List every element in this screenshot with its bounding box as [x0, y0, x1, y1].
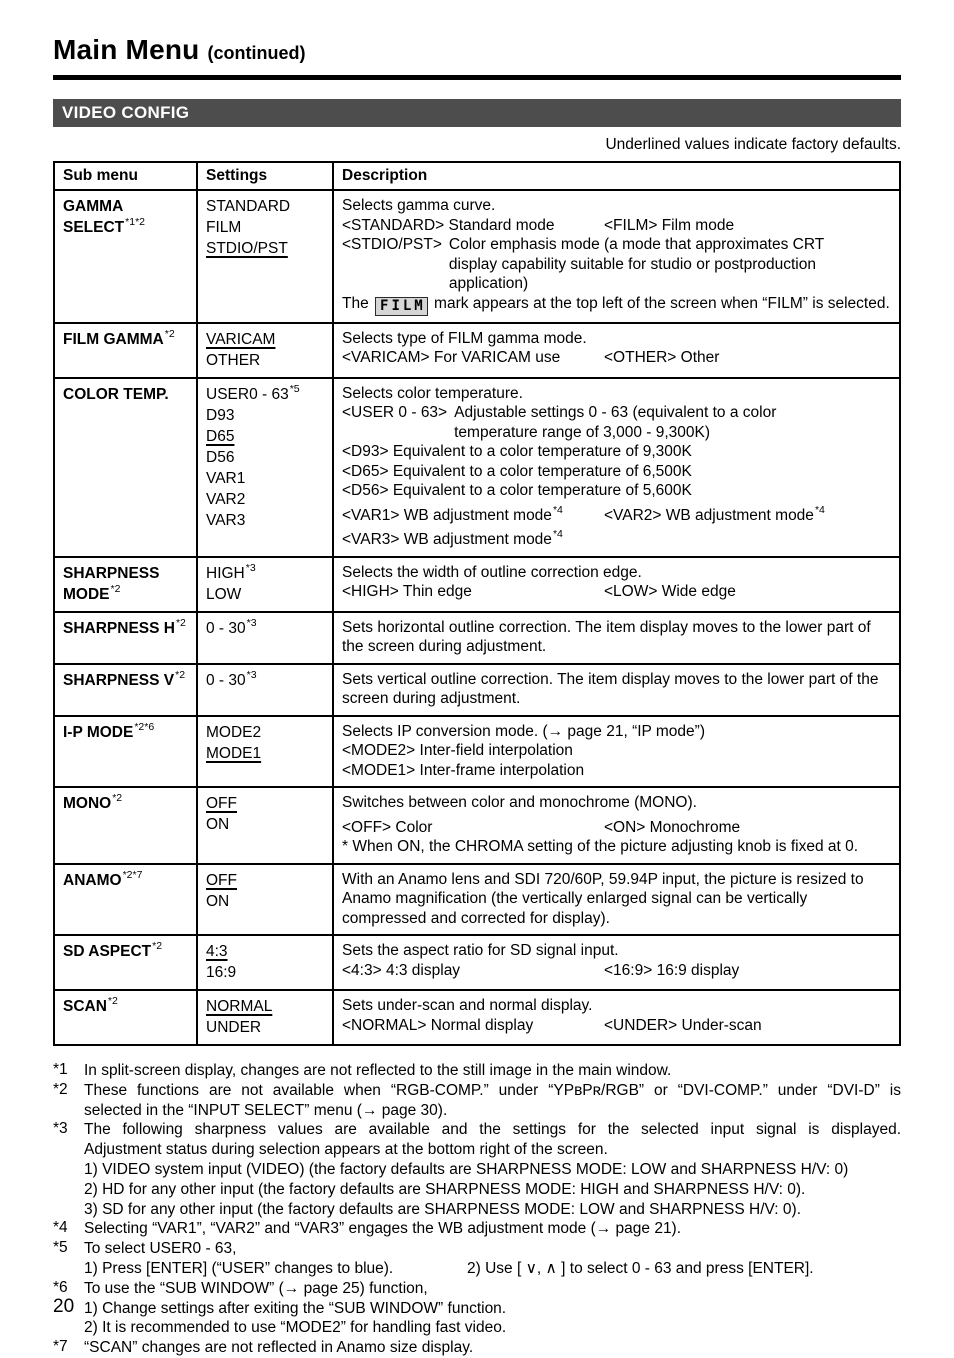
text-value: With an Anamo lens and SDI 720/60P, 59.94P input, the picture is resized to Anamo magnification (the vertically enlarged signal can be vertically compressed and corrected for display).	[342, 870, 864, 927]
description-cell	[333, 557, 900, 612]
text-line	[84, 1101, 901, 1121]
setting-value: UNDER	[206, 1019, 262, 1036]
text-line	[342, 793, 892, 813]
pair-right: <OTHER> Other	[604, 349, 720, 366]
text-value: Selects the width of outline correction edge.	[342, 563, 642, 581]
description-cell	[333, 990, 900, 1045]
description-cell	[333, 664, 900, 716]
hang-label: <STDIO/PST>	[342, 236, 442, 253]
text-value: <D65> Equivalent to a color temperature of 6,500K	[342, 462, 692, 480]
pair-left: <OFF> Color	[342, 818, 433, 836]
setting-value: VARICAM	[206, 330, 276, 348]
text-value: The following sharpness values are available and the settings for the selected input signal is displayed.	[84, 1121, 901, 1139]
settings-cell	[197, 190, 333, 323]
text-line	[342, 618, 892, 657]
setting-value: D56	[206, 448, 235, 466]
text-value: “SCAN” changes are not reflected in Anamo size display.	[84, 1339, 474, 1357]
setting-option	[206, 670, 325, 691]
text-line	[342, 384, 892, 404]
table-row	[54, 716, 900, 788]
text-line	[342, 837, 892, 857]
text-value: Adjustment status during selection appears at the bottom right of the screen.	[84, 1141, 608, 1159]
setting-value: 4:3	[206, 943, 228, 960]
setting-option	[206, 489, 325, 510]
pair-left: <STANDARD> Standard mode	[342, 216, 555, 234]
text-line	[342, 348, 892, 368]
setting-option	[206, 426, 325, 447]
footnote-ref: *5	[289, 382, 300, 395]
defaults-note: Underlined values indicate factory defaults.	[605, 136, 901, 153]
text-value: * When ON, the CHROMA setting of the picture adjusting knob is fixed at 0.	[342, 838, 859, 855]
text-line	[84, 1299, 901, 1319]
footnote-ref: *3	[245, 561, 256, 574]
hang-label: <USER 0 - 63>	[342, 404, 448, 421]
description-cell	[333, 378, 900, 557]
text-value: <D93> Equivalent to a color temperature of 9,300K	[342, 443, 692, 460]
table-row	[54, 990, 900, 1045]
setting-value: VAR3	[206, 511, 246, 529]
pair-right	[604, 503, 825, 524]
submenu-cell	[54, 378, 197, 557]
setting-option	[206, 1017, 325, 1038]
footnote	[53, 1239, 901, 1279]
setting-value: HIGH	[206, 564, 245, 582]
submenu-cell	[54, 190, 197, 323]
text-line	[84, 1081, 901, 1101]
settings-cell	[197, 935, 333, 990]
setting-value: LOW	[206, 585, 242, 603]
settings-cell	[197, 787, 333, 864]
hang-body-line: Color emphasis mode (a mode that approximates CRT	[448, 236, 825, 253]
description-cell	[333, 190, 900, 323]
setting-option	[206, 510, 325, 531]
setting-option	[206, 793, 325, 814]
text-value: 2) It is recommended to use “MODE2” for handling fast video.	[84, 1319, 507, 1337]
footnote-body	[84, 1239, 901, 1279]
settings-cell	[197, 990, 333, 1045]
footnote-ref: *3	[246, 668, 257, 681]
footnote-ref: *3	[246, 616, 257, 629]
submenu-label: $ANAMO^{*2*7}$	[63, 868, 143, 889]
text-line	[84, 1338, 901, 1358]
section-header: VIDEO CONFIG	[53, 99, 901, 127]
text-value: Switches between color and monochrome (MONO).	[342, 794, 697, 811]
pair-right: 2) Use [ ∨, ∧ ] to select 0 - 63 and press [ENTER].	[467, 1259, 814, 1277]
footnote-ref: *2	[175, 616, 186, 629]
footnote	[53, 1338, 901, 1358]
submenu-label: SD ASPECT$^{*2}$	[63, 940, 163, 960]
footnote-ref: *4	[552, 503, 563, 516]
column-header-submenu: Sub menu	[54, 162, 197, 190]
footnote-ref: *1*2	[125, 216, 146, 229]
setting-value: VAR2	[206, 490, 246, 508]
text-value: These functions are not available when “RGB-COMP.” under “YPʙPʀ/RGB” or “DVI-COMP.” under “DVI-D” is	[84, 1081, 901, 1099]
table-body	[54, 190, 900, 1045]
submenu-label: COLOR TEMP.	[63, 385, 169, 403]
text-value: <VAR3> WB adjustment mode	[342, 531, 552, 548]
text-line	[84, 1219, 901, 1239]
text-value: 1) Change settings after exiting the “SUB WINDOW” function.	[84, 1299, 507, 1317]
table-row	[54, 664, 900, 716]
setting-option	[206, 447, 325, 468]
text-line	[342, 329, 892, 349]
settings-cell	[197, 378, 333, 557]
setting-option	[206, 329, 325, 350]
table-row	[54, 864, 900, 936]
footnote-marker: *4	[53, 1219, 68, 1237]
text-value: <VAR1> WB adjustment mode	[342, 506, 552, 524]
pair-left: 1) Press [ENTER] (“USER” changes to blue).	[84, 1259, 394, 1277]
submenu-cell	[54, 787, 197, 864]
text-value: Selects gamma curve.	[342, 197, 496, 214]
footnote-ref: *2	[152, 940, 163, 953]
text-value: To use the “SUB WINDOW” (→ page 25) function,	[84, 1279, 428, 1297]
footnote-marker: *3	[53, 1120, 68, 1138]
text-line	[84, 1140, 901, 1160]
pair-left: <VARICAM> For VARICAM use	[342, 349, 561, 366]
page-title	[53, 34, 901, 66]
footnote-ref: *4	[814, 503, 825, 516]
text-line	[342, 216, 892, 236]
footnote	[53, 1279, 901, 1338]
text-line	[342, 670, 892, 709]
pair-right: <ON> Monochrome	[604, 818, 741, 836]
setting-value: NORMAL	[206, 998, 273, 1015]
footnote-marker: *5	[53, 1239, 68, 1257]
hang-body-line: Adjustable settings 0 - 63 (equivalent to a color	[454, 404, 777, 421]
column-header-settings: Settings	[197, 162, 333, 190]
setting-value: STDIO/PST	[206, 240, 288, 257]
setting-value: OTHER	[206, 351, 261, 369]
footnote-marker: *7	[53, 1338, 68, 1356]
setting-option	[206, 891, 325, 912]
table-row	[54, 935, 900, 990]
title-rule	[53, 75, 901, 80]
setting-option	[206, 405, 325, 426]
pair-left: <NORMAL> Normal display	[342, 1016, 534, 1034]
submenu-cell	[54, 864, 197, 936]
text-line	[342, 961, 892, 981]
footnote-ref: *2	[112, 792, 123, 805]
settings-cell	[197, 664, 333, 716]
footnotes	[53, 1061, 901, 1358]
setting-value: D65	[206, 427, 235, 445]
text-line	[342, 582, 892, 602]
footnote-body	[84, 1120, 901, 1219]
text-line	[342, 722, 892, 742]
setting-option	[206, 814, 325, 835]
description-cell	[333, 787, 900, 864]
setting-value: FILM	[206, 219, 242, 236]
footnote-body	[84, 1219, 901, 1239]
footnote-body	[84, 1338, 901, 1358]
text-value: Sets horizontal outline correction. The item display moves to the lower part of the screen during adjustment.	[342, 618, 871, 655]
pair-left: <4:3> 4:3 display	[342, 961, 461, 979]
text-line	[342, 870, 892, 929]
footnote	[53, 1061, 901, 1081]
settings-cell	[197, 864, 333, 936]
submenu-label: SHARPNESS	[63, 564, 160, 582]
footnote	[53, 1219, 901, 1239]
setting-value: MODE1	[206, 744, 262, 762]
text-line	[342, 235, 892, 294]
text-line	[342, 403, 892, 442]
text-line	[342, 1016, 892, 1036]
page-title-main: Main Menu	[53, 34, 200, 65]
text-value: Sets the aspect ratio for SD signal input.	[342, 942, 619, 959]
text-line: The FILM mark appears at the top left of the screen when “FILM” is selected.	[342, 294, 890, 314]
description-cell	[333, 935, 900, 990]
text-line	[342, 196, 892, 216]
hang-body	[449, 235, 892, 294]
film-mark-box: FILM	[375, 297, 428, 316]
submenu-cell	[54, 664, 197, 716]
footnote	[53, 1120, 901, 1219]
text-line	[342, 503, 892, 526]
text-value: <VAR2> WB adjustment mode	[604, 506, 814, 524]
text-line	[342, 481, 892, 501]
footnote	[53, 1081, 901, 1121]
setting-option	[206, 962, 325, 983]
description-cell	[333, 864, 900, 936]
setting-value: 16:9	[206, 964, 237, 981]
footnote-ref: *2	[164, 327, 175, 340]
hang-body	[454, 403, 892, 442]
setting-option	[206, 870, 325, 891]
footnote-ref: *2	[107, 995, 118, 1008]
setting-option	[206, 350, 325, 371]
text-value: Selects IP conversion mode. (→ page 21, “IP mode”)	[342, 722, 705, 740]
submenu-cell	[54, 935, 197, 990]
submenu-label: MODE$^{*2}$	[63, 582, 121, 603]
description-cell	[333, 716, 900, 788]
setting-option	[206, 217, 325, 238]
text-line	[342, 941, 892, 961]
text-value: <MODE1> Inter-frame interpolation	[342, 761, 585, 779]
hang-body-line: temperature range of 3,000 - 9,300K)	[454, 423, 711, 441]
settings-cell	[197, 557, 333, 612]
text-line	[84, 1061, 901, 1081]
setting-value: USER0 - 63	[206, 385, 289, 403]
pair-right: <LOW> Wide edge	[604, 583, 736, 600]
footnote-marker: *6	[53, 1278, 68, 1296]
setting-value: STANDARD	[206, 198, 291, 215]
text-line	[84, 1180, 901, 1200]
text-line	[342, 563, 892, 583]
table-row	[54, 378, 900, 557]
setting-value: 0 - 30	[206, 619, 246, 637]
submenu-label: SHARPNESS $H^{*2}$	[63, 616, 186, 637]
submenu-label: SHARPNESS $V^{*2}$	[63, 668, 186, 689]
setting-value: OFF	[206, 871, 237, 889]
setting-value: VAR1	[206, 469, 246, 487]
text-line	[342, 761, 892, 781]
column-header-description: Description	[333, 162, 900, 190]
submenu-cell	[54, 716, 197, 788]
table-row	[54, 557, 900, 612]
text-value: Selects color temperature.	[342, 384, 523, 402]
setting-option	[206, 618, 325, 639]
text-value: Selects type of FILM gamma mode.	[342, 329, 587, 347]
text-value: In split-screen display, changes are not reflected to the still image in the main window.	[84, 1062, 672, 1079]
setting-option	[206, 563, 325, 584]
text-value: <D56> Equivalent to a color temperature of 5,600K	[342, 482, 692, 499]
setting-option	[206, 941, 325, 962]
submenu-cell	[54, 990, 197, 1045]
page-title-continued: (continued)	[207, 43, 306, 63]
text-line	[342, 530, 892, 550]
footnote-body	[84, 1061, 901, 1081]
submenu-label: FILM GAMMA$^{*2}$	[63, 327, 175, 348]
description-cell	[333, 612, 900, 664]
footnote-body	[84, 1279, 901, 1338]
text-value: Selecting “VAR1”, “VAR2” and “VAR3” engages the WB adjustment mode (→ page 21).	[84, 1220, 682, 1238]
text-line	[84, 1239, 901, 1259]
setting-option	[206, 238, 325, 259]
footnote-marker: *2	[53, 1080, 68, 1098]
table-header-row	[54, 162, 900, 190]
text-line	[342, 818, 892, 838]
setting-value: 0 - 30	[206, 671, 246, 689]
footnote-body	[84, 1081, 901, 1121]
text-line	[84, 1259, 901, 1279]
text-value: Sets vertical outline correction. The item display moves to the lower part of the screen during adjustment.	[342, 670, 879, 707]
setting-option	[206, 384, 325, 405]
table-row	[54, 612, 900, 664]
submenu-cell	[54, 612, 197, 664]
text-line	[84, 1318, 901, 1338]
pair-right: <FILM> Film mode	[604, 216, 735, 234]
setting-option	[206, 722, 325, 743]
text-value: selected in the “INPUT SELECT” menu (→ page 30).	[84, 1101, 448, 1119]
setting-value: OFF	[206, 795, 237, 812]
footnote-marker: *1	[53, 1061, 68, 1078]
text-line	[342, 442, 892, 462]
hang-body-line: display capability suitable for studio or postproduction	[448, 255, 816, 273]
submenu-label: $SELECT^{*1*2}$	[63, 216, 146, 236]
setting-option	[206, 468, 325, 489]
setting-value: ON	[206, 816, 230, 833]
text-value: <MODE2> Inter-field interpolation	[342, 742, 573, 759]
settings-cell	[197, 716, 333, 788]
setting-option	[206, 584, 325, 605]
pair-left: <HIGH> Thin edge	[342, 583, 472, 600]
submenu-label: SCAN$^{*2}$	[63, 995, 118, 1015]
description-cell	[333, 323, 900, 378]
hang-body-line: application)	[448, 275, 529, 292]
setting-value: D93	[206, 406, 235, 424]
text-value: Sets under-scan and normal display.	[342, 997, 593, 1014]
footnote-ref: *4	[552, 528, 563, 541]
settings-cell	[197, 612, 333, 664]
text-line	[84, 1279, 901, 1299]
footnote-ref: *2*7	[122, 868, 143, 881]
text-line	[342, 462, 892, 482]
video-config-table	[53, 161, 901, 1046]
table-row	[54, 190, 900, 323]
text-value: 3) SD for any other input (the factory defaults are SHARPNESS MODE: LOW and SHARPNESS H/V: 0).	[84, 1200, 802, 1218]
text-line	[342, 996, 892, 1016]
text-value: 2) HD for any other input (the factory defaults are SHARPNESS MODE: HIGH and SHARPNESS H/V: 0).	[84, 1180, 806, 1198]
pair-right: <UNDER> Under-scan	[604, 1016, 762, 1034]
pair-right: <16:9> 16:9 display	[604, 961, 740, 979]
submenu-label: MONO$^{*2}$	[63, 792, 123, 812]
setting-option	[206, 996, 325, 1017]
text-line	[84, 1120, 901, 1140]
submenu-label: I-P $MODE^{*2*6}$	[63, 720, 155, 741]
setting-value: ON	[206, 892, 230, 910]
text-line	[84, 1160, 901, 1180]
text-line	[84, 1200, 901, 1220]
setting-option	[206, 196, 325, 217]
text-value: To select USER0 - 63,	[84, 1240, 237, 1258]
footnote-ref: *2*6	[134, 720, 155, 733]
page-number: 20	[53, 1296, 75, 1317]
submenu-cell	[54, 557, 197, 612]
setting-value: MODE2	[206, 723, 262, 741]
footnote-ref: *2	[175, 668, 186, 681]
pair-left	[342, 503, 604, 526]
setting-option	[206, 743, 325, 764]
footnote-ref: *2	[110, 582, 121, 595]
submenu-label: GAMMA	[63, 198, 124, 215]
table-row	[54, 323, 900, 378]
table-row	[54, 787, 900, 864]
settings-cell	[197, 323, 333, 378]
text-line	[342, 741, 892, 761]
text-value: 1) VIDEO system input (VIDEO) (the factory defaults are SHARPNESS MODE: LOW and SHARPNESS H/V: 0)	[84, 1160, 849, 1178]
submenu-cell	[54, 323, 197, 378]
